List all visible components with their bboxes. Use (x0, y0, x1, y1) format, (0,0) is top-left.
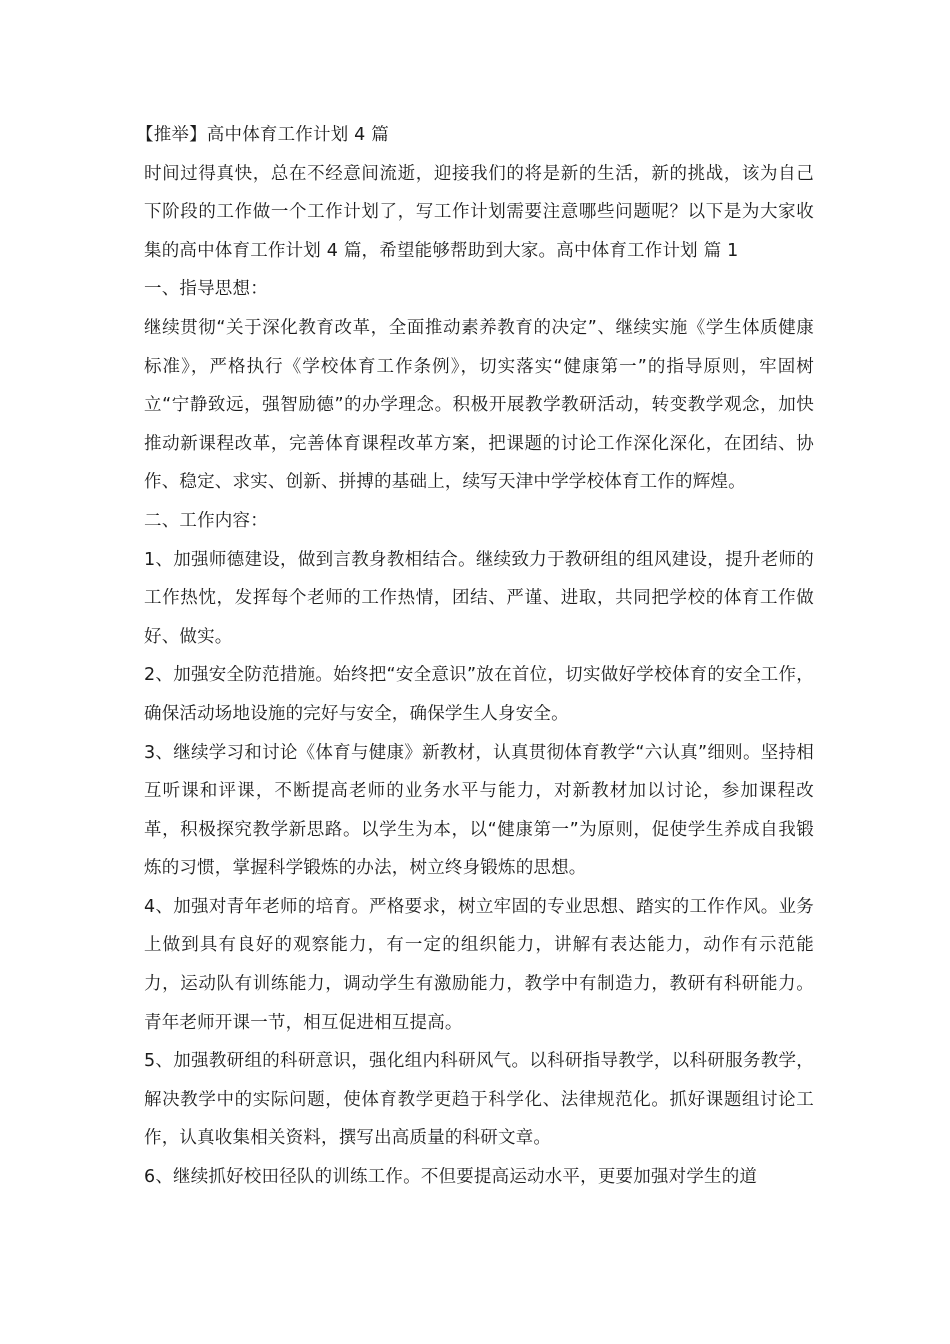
document-body (136, 116, 814, 1197)
intro-paragraph: 时间过得真快，总在不经意间流逝，迎接我们的将是新的生活，新的挑战，该为自己下阶段的工作做一个工作计划了，写工作计划需要注意哪些问题呢？以下是为大家收集的高中体育工作计划 4 篇，希望能够帮助到大家。高中体育工作计划 篇 1 (144, 163, 814, 261)
section-heading-work-content: 二、工作内容： (144, 510, 268, 531)
work-item-1: 1、加强师德建设，做到言教身教相结合。继续致力于教研组的组风建设，提升老师的工作热忱，发挥每个老师的工作热情，团结、严谨、进取，共同把学校的体育工作做好、做实。 (144, 549, 814, 647)
section-heading-guiding-ideology: 一、指导思想： (144, 279, 268, 300)
guiding-ideology-paragraph: 继续贯彻“关于深化教育改革，全面推动素养教育的决定”、继续实施《学生体质健康标准》，严格执行《学校体育工作条例》，切实落实“健康第一”的指导原则，牢固树立“宁静致远，强智励德”的办学理念。积极开展教学教研活动，转变教学观念，加快推动新课程改革，完善体育课程改革方案，把课题的讨论工作深化深化，在团结、协作、稳定、求实、创新、拼搏的基础上，续写天津中学学校体育工作的辉煌。 (144, 317, 814, 493)
work-item-6: 6、继续抓好校田径队的训练工作。不但要提高运动水平，更要加强对学生的道 (144, 1167, 758, 1188)
work-item-3: 3、继续学习和讨论《体育与健康》新教材，认真贯彻体育教学“六认真”细则。坚持相互听课和评课，不断提高老师的业务水平与能力，对新教材加以讨论，参加课程改革，积极探究教学新思路。以学生为本，以“健康第一”为原则，促使学生养成自我锻炼的习惯，掌握科学锻炼的办法，树立终身锻炼的思想。 (144, 742, 814, 879)
work-item-4: 4、加强对青年老师的培育。严格要求，树立牢固的专业思想、踏实的工作作风。业务上做到具有良好的观察能力，有一定的组织能力，讲解有表达能力，动作有示范能力，运动队有训练能力，调动学生有激励能力，教学中有制造力，教研有科研能力。青年老师开课一节，相互促进相互提高。 (144, 896, 814, 1033)
document-title: 【推举】高中体育工作计划 4 篇 (136, 125, 389, 145)
work-item-5: 5、加强教研组的科研意识，强化组内科研风气。以科研指导教学，以科研服务教学，解决教学中的实际问题，使体育教学更趋于科学化、法律规范化。抓好课题组讨论工作，认真收集相关资料，撰写出高质量的科研文章。 (144, 1051, 814, 1149)
work-item-2: 2、加强安全防范措施。始终把“安全意识”放在首位，切实做好学校体育的安全工作，确保活动场地设施的完好与安全，确保学生人身安全。 (144, 665, 814, 724)
